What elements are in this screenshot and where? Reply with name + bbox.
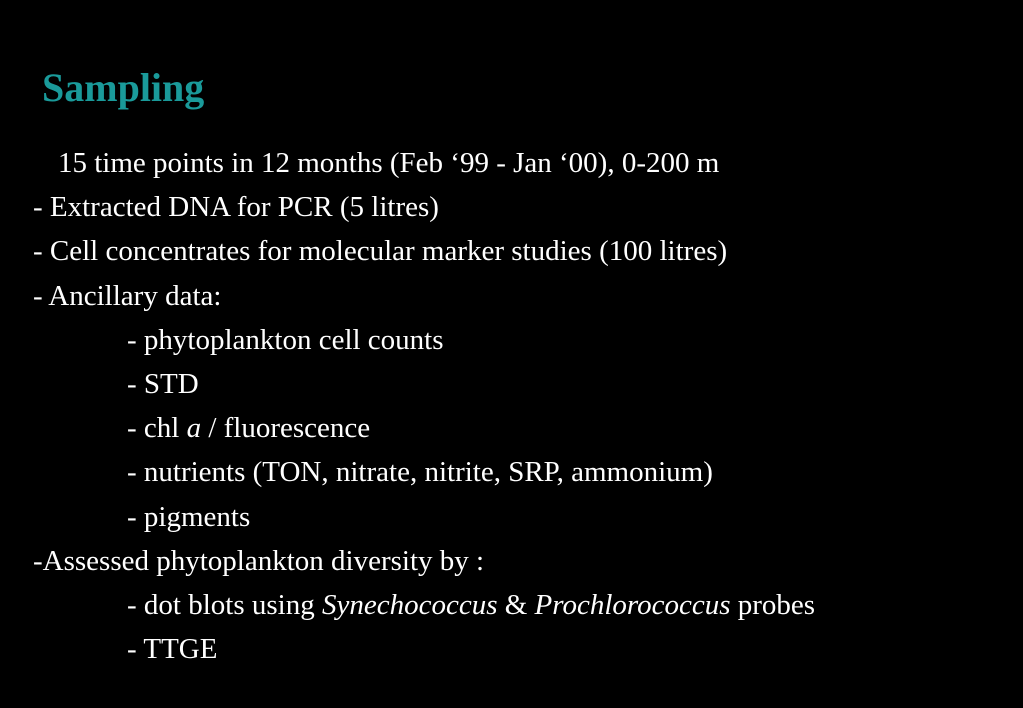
body-line-extracted-dna: - Extracted DNA for PCR (5 litres) bbox=[33, 191, 439, 224]
prochlorococcus-italic: Prochlorococcus bbox=[534, 588, 731, 621]
body-line-cell-concentrates: - Cell concentrates for molecular marker studies (100 litres) bbox=[33, 235, 728, 268]
body-line-pigments: - pigments bbox=[127, 500, 251, 533]
slide-body bbox=[0, 141, 1023, 671]
body-line-chl-fluorescence bbox=[0, 406, 1023, 450]
dot-blots-mid: & bbox=[497, 588, 535, 621]
body-line-std: - STD bbox=[127, 367, 199, 400]
dot-blots-suffix: probes bbox=[730, 588, 816, 621]
body-line-assessed-diversity: -Assessed phytoplankton diversity by : bbox=[33, 544, 485, 577]
body-line-dot-blots bbox=[0, 583, 1023, 627]
dot-blots-prefix: - dot blots using bbox=[127, 588, 322, 621]
slide-title: Sampling bbox=[42, 65, 205, 110]
chl-prefix: - chl bbox=[127, 412, 187, 445]
body-line-ancillary-data: - Ancillary data: bbox=[33, 279, 222, 312]
body-line-time-points: 15 time points in 12 months (Feb ‘99 - Jan ‘00), 0-200 m bbox=[58, 147, 720, 179]
body-line-cell-counts: - phytoplankton cell counts bbox=[127, 323, 444, 356]
body-line-ttge: - TTGE bbox=[127, 633, 218, 666]
chl-suffix: / fluorescence bbox=[201, 412, 371, 445]
chl-italic-a: a bbox=[186, 412, 202, 445]
body-line-nutrients: - nutrients (TON, nitrate, nitrite, SRP, ammonium) bbox=[127, 456, 713, 489]
synechococcus-italic: Synechococcus bbox=[321, 588, 498, 621]
